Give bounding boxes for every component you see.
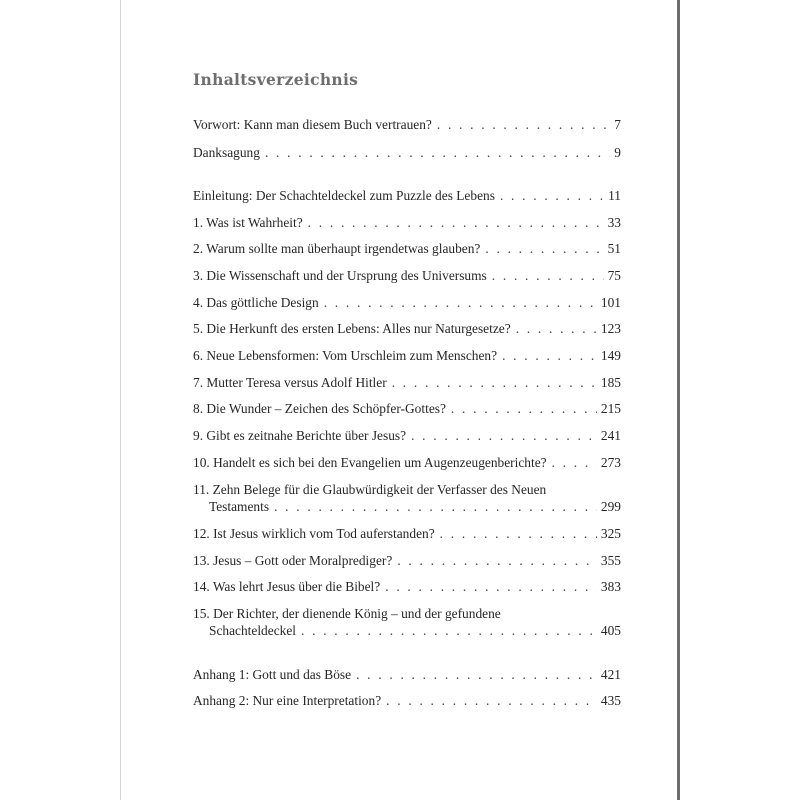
toc-entry-page: 405 — [600, 623, 621, 638]
toc-entry-page: 215 — [600, 401, 621, 416]
toc-entry-chapter-5 — [193, 320, 621, 337]
toc-entry-page: 241 — [600, 428, 621, 443]
toc-entry-anhang-2 — [193, 692, 621, 709]
toc-entry-danksagung — [193, 144, 621, 161]
toc-heading: Inhaltsverzeichnis — [193, 70, 359, 89]
book-page — [120, 0, 680, 800]
toc-entry-chapter-6 — [193, 347, 621, 364]
toc-entry-chapter-4 — [193, 294, 621, 311]
toc-entry-page: 149 — [600, 348, 621, 363]
dot-leader — [492, 267, 604, 284]
toc-entry-chapter-15 — [209, 622, 621, 639]
dot-leader — [386, 692, 597, 709]
toc-entry-chapter-10 — [193, 454, 621, 471]
toc-entry-title: 6. Neue Lebensformen: Vom Urschleim zum Menschen? — [193, 348, 498, 363]
dot-leader — [397, 552, 597, 569]
toc-entry-chapter-11-line1: 11. Zehn Belege für die Glaubwürdigkeit der Verfasser des Neuen — [193, 482, 547, 497]
toc-entry-title: 9. Gibt es zeitnahe Berichte über Jesus? — [193, 428, 407, 443]
dot-leader — [265, 144, 610, 161]
dot-leader — [274, 498, 597, 515]
toc-entry-page: 123 — [600, 321, 621, 336]
toc-entry-title: Anhang 2: Nur eine Interpretation? — [193, 693, 382, 708]
toc-entry-title: 14. Was lehrt Jesus über die Bibel? — [193, 579, 381, 594]
toc-entry-page: 355 — [600, 553, 621, 568]
toc-entry-page: 299 — [600, 499, 621, 514]
dot-leader — [500, 187, 604, 204]
toc-entry-page: 101 — [600, 295, 621, 310]
toc-entry-title: Anhang 1: Gott und das Böse — [193, 667, 352, 682]
dot-leader — [356, 666, 597, 683]
toc-entry-page: 33 — [607, 215, 621, 230]
dot-leader — [437, 116, 610, 133]
dot-leader — [440, 525, 597, 542]
toc-entry-page: 7 — [614, 117, 621, 132]
toc-entry-chapter-2 — [193, 240, 621, 257]
toc-entry-title: 8. Die Wunder – Zeichen des Schöpfer-Gottes? — [193, 401, 446, 416]
dot-leader — [308, 214, 604, 231]
toc-entry-title: 7. Mutter Teresa versus Adolf Hitler — [193, 375, 387, 390]
toc-entry-title: 4. Das göttliche Design — [193, 295, 319, 310]
toc-entry-title: Vorwort: Kann man diesem Buch vertrauen? — [193, 117, 432, 132]
toc-entry-title: Schachteldeckel — [209, 623, 296, 638]
toc-entry-page: 11 — [608, 188, 621, 203]
toc-entry-page: 75 — [607, 268, 621, 283]
toc-entry-page: 9 — [614, 145, 621, 160]
toc-entry-page: 273 — [600, 455, 621, 470]
toc-entry-title: 2. Warum sollte man überhaupt irgendetwas glauben? — [193, 241, 481, 256]
toc-entry-anhang-1 — [193, 666, 621, 683]
toc-entry-title: Danksagung — [193, 145, 260, 160]
toc-entry-chapter-13 — [193, 552, 621, 569]
toc-entry-title: 3. Die Wissenschaft und der Ursprung des Universums — [193, 268, 487, 283]
toc-entry-page: 421 — [600, 667, 621, 682]
toc-entry-chapter-3 — [193, 267, 621, 284]
toc-entry-title: 10. Handelt es sich bei den Evangelien um Augenzeugenberichte? — [193, 455, 547, 470]
dot-leader — [552, 454, 597, 471]
toc-entry-title: 13. Jesus – Gott oder Moralprediger? — [193, 553, 393, 568]
toc-entry-page: 435 — [600, 693, 621, 708]
toc-entry-title: 12. Ist Jesus wirklich vom Tod auferstanden? — [193, 526, 435, 541]
dot-leader — [301, 622, 597, 639]
toc-entry-chapter-1 — [193, 214, 621, 231]
toc-entry-chapter-15-line1: 15. Der Richter, der dienende König – und der gefundene — [193, 606, 501, 621]
toc-entry-chapter-7 — [193, 374, 621, 391]
toc-entry-page: 383 — [600, 579, 621, 594]
dot-leader — [324, 294, 597, 311]
toc-entry-title: 5. Die Herkunft des ersten Lebens: Alles nur Naturgesetze? — [193, 321, 511, 336]
dot-leader — [516, 320, 597, 337]
toc-entry-page: 51 — [607, 241, 621, 256]
dot-leader — [502, 347, 597, 364]
dot-leader — [385, 578, 597, 595]
toc-entry-chapter-9 — [193, 427, 621, 444]
toc-entry-chapter-8 — [193, 400, 621, 417]
toc-entry-vorwort — [193, 116, 621, 133]
toc-entry-chapter-11 — [209, 498, 621, 515]
dot-leader — [451, 400, 597, 417]
toc-entry-einleitung — [193, 187, 621, 204]
toc-entry-title: Einleitung: Der Schachteldeckel zum Puzzle des Lebens — [193, 188, 495, 203]
toc-entry-title: Testaments — [209, 499, 270, 514]
toc-entry-title: 1. Was ist Wahrheit? — [193, 215, 303, 230]
toc-entry-page: 325 — [600, 526, 621, 541]
dot-leader — [392, 374, 597, 391]
toc-entry-chapter-12 — [193, 525, 621, 542]
toc-entry-chapter-14 — [193, 578, 621, 595]
dot-leader — [485, 240, 603, 257]
dot-leader — [411, 427, 597, 444]
toc-entry-page: 185 — [600, 375, 621, 390]
